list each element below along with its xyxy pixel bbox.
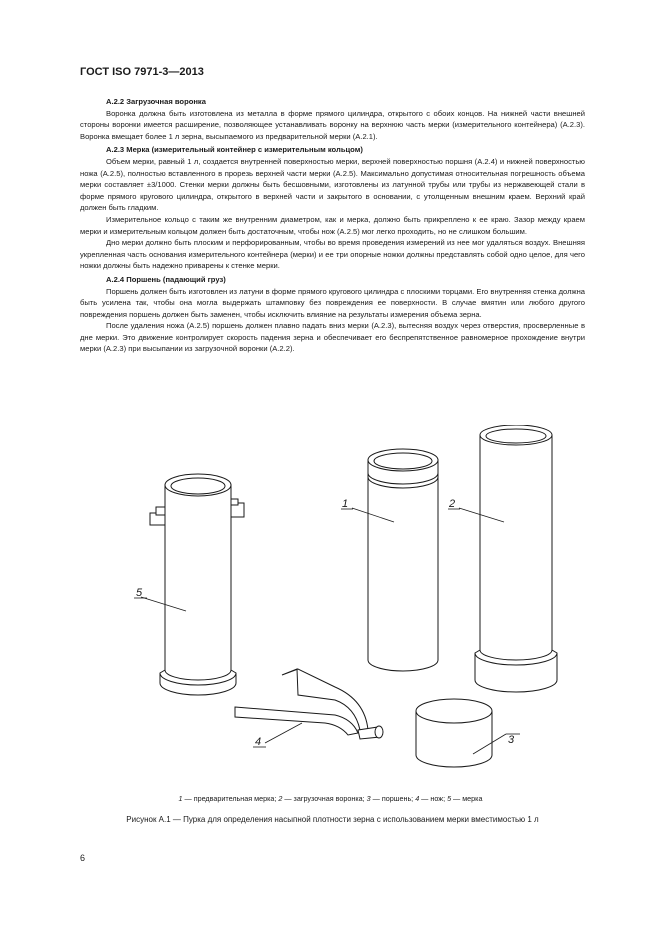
legend-text: — загрузочная воронка; — [282, 794, 367, 803]
legend-num: 5 — [447, 794, 452, 803]
legend-text: — мерка — [451, 794, 483, 803]
apparatus-figure — [120, 425, 560, 790]
legend-num: 1 — [178, 794, 183, 803]
label-4: 4 — [255, 736, 262, 748]
legend-text: — нож; — [419, 794, 448, 803]
figure-caption: Рисунок А.1 — Пурка для определения насыпной плотности зерна с использованием мерки вместимостью 1 л — [126, 815, 539, 824]
paragraph: Дно мерки должно быть плоским и перфорированным, чтобы во время проведения измерений из нее мог удаляться воздух. Внешняя укрепленная часть основания измерительного контейнера (мерки) и ее три опорные ножки должны представлять собой одно целое, для чего ножки должны быть надежно приварены к стенке мерки. — [80, 238, 585, 271]
section-heading: А.2.3 Мерка (измерительный контейнер с измерительным кольцом) — [106, 145, 363, 155]
section-a-2-3 — [80, 144, 585, 272]
document-body — [80, 94, 585, 355]
section-a-2-2 — [80, 96, 585, 142]
figure-legend — [0, 794, 661, 803]
paragraph: После удаления ножа (А.2.5) поршень должен плавно падать вниз мерки (А.2.3), вытесняя воздух через отверстия, просверленные в дне мерки. Это движение контролирует скорость падения зерна и обеспечивает его беспрепятственное равномерное прохождение внутри мерки (А.2.3) при высыпании из загрузочной воронки (А.2.2). — [80, 321, 585, 354]
legend-text: — поршень; — [370, 794, 416, 803]
label-3: 3 — [508, 734, 515, 746]
piston-drawing — [416, 699, 492, 767]
label-1: 1 — [342, 498, 349, 510]
legend-num: 2 — [278, 794, 283, 803]
section-heading: А.2.4 Поршень (падающий груз) — [106, 274, 226, 284]
section-heading: А.2.2 Загрузочная воронка — [106, 97, 206, 106]
label-2: 2 — [449, 498, 456, 510]
paragraph: Измерительное кольцо с таким же внутренним диаметром, как и мерка, должно быть прикреплено к ее краю. Зазор между краем мерки и измерительным кольцом должен быть достаточным, чтобы нож (А.2.5) мог легко проходить, но не слишком большим. — [80, 214, 585, 236]
page-number: 6 — [80, 853, 86, 863]
loading-funnel-drawing — [475, 425, 557, 692]
knife-drawing — [235, 669, 383, 739]
legend-text: — предварительная мерка; — [182, 794, 279, 803]
section-a-2-4 — [80, 274, 585, 355]
label-5: 5 — [136, 587, 143, 599]
paragraph: Поршень должен быть изготовлен из латуни в форме прямого кругового цилиндра с плоскими торцами. Его внутренняя стенка должна быть усилена так, чтобы она могла выдержать штамповку без повреждения ее поверхности. В случае вмятин или любого другого повреждения поршень должен быть заменен, чтобы исключить влияние на результаты измерения объема зерна. — [80, 286, 585, 319]
paragraph: Объем мерки, равный 1 л, создается внутренней поверхностью мерки, верхней поверхностью поршня (А.2.4) и нижней поверхностью ножа (А.2.5), полностью вставленного в прорезь верхней части мерки (А.2.5). Максимально допустимая относительная погрешность объема мерки составляет ±3/1000. Стенки мерки должны быть бесшовными, изготовлены из латунной трубы или трубы из нержавеющей стали в форме прямого кругового цилиндра, открытого в верхней части и закрытого в основании, с утолщенным внешним краем. Верхний край должен быть гладким. — [80, 156, 585, 213]
measure-drawing — [150, 474, 244, 695]
pre-measure-drawing — [368, 449, 438, 671]
paragraph: Воронка должна быть изготовлена из металла в форме прямого цилиндра, открытого с обоих концов. На нижней части внешней стороны воронки имеется расширение, позволяющее устанавливать воронку на верхнюю часть мерки (измерительного контейнера) (А.2.3). Воронка вмещает более 1 л зерна, высыпаемого из предварительной мерки (А.2.1). — [80, 108, 585, 141]
document-header: ГОСТ ISO 7971-3—2013 — [80, 66, 204, 78]
legend-num: 3 — [366, 794, 371, 803]
legend-num: 4 — [415, 794, 420, 803]
